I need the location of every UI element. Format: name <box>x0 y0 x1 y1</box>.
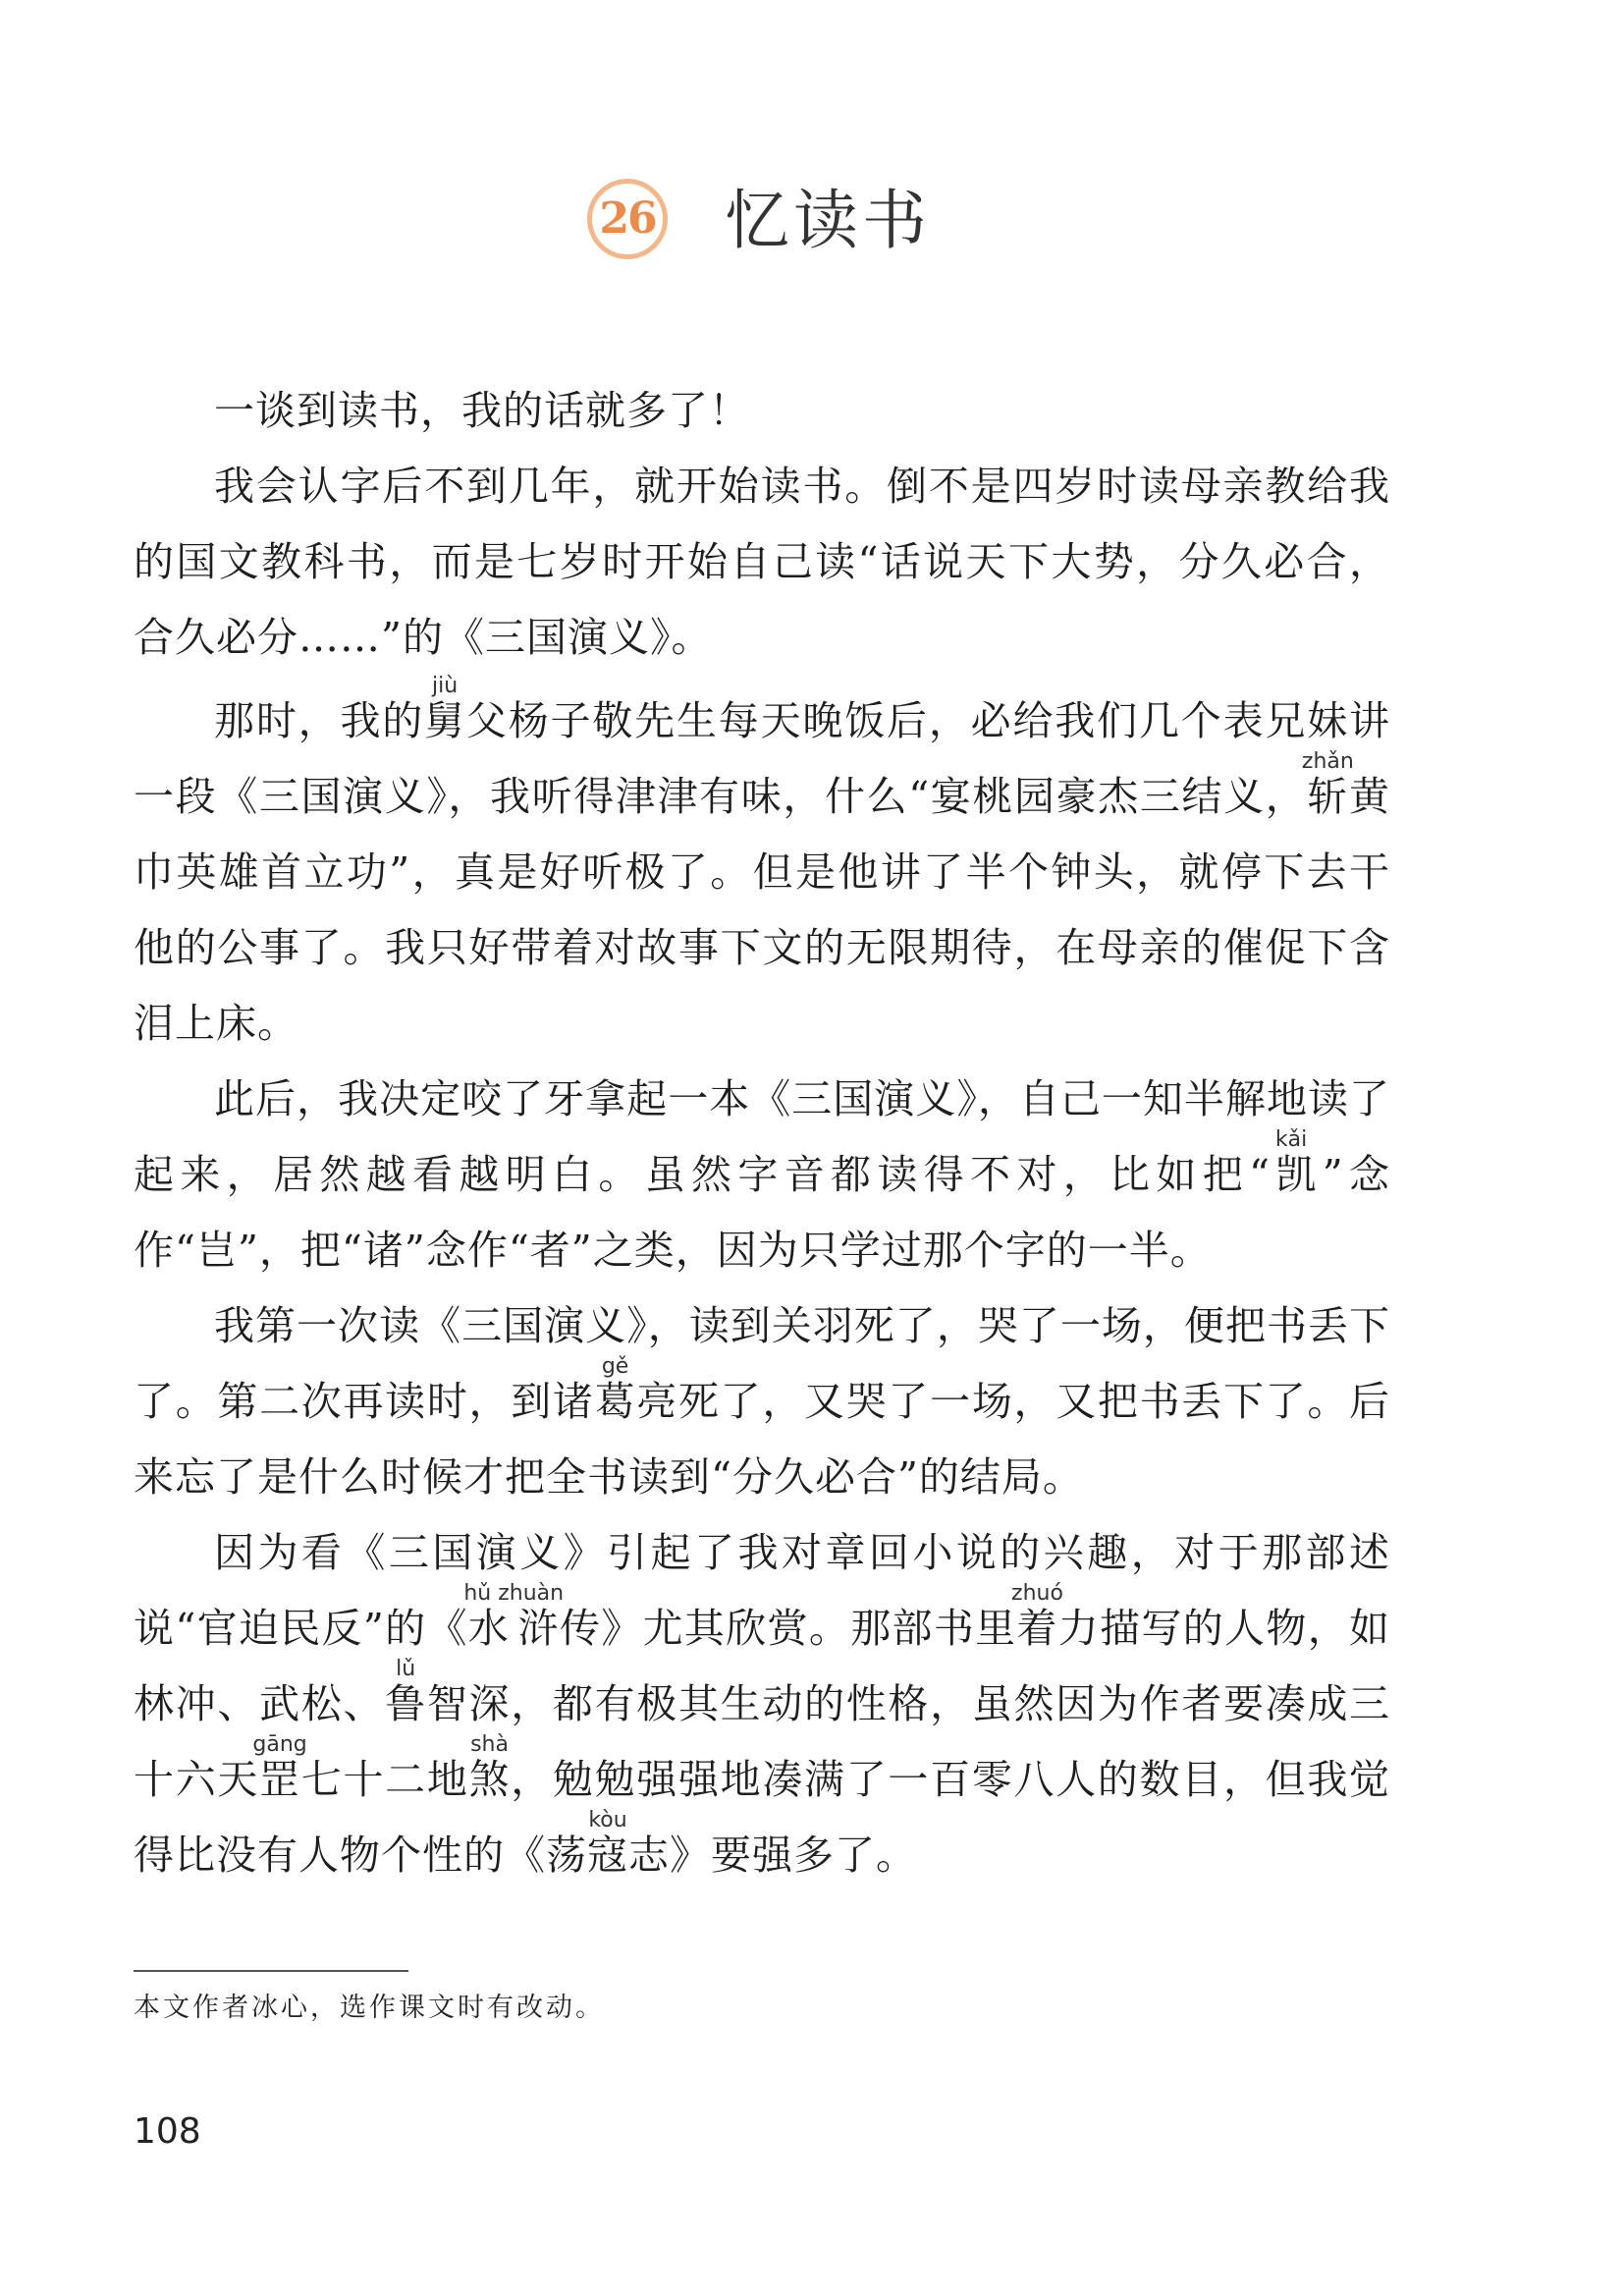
page-number: 108 <box>134 2111 201 2152</box>
text-run: 传》尤其欣赏。那部书里 <box>559 1605 1017 1652</box>
paragraph <box>134 1062 1390 1288</box>
annotated-char: 鲁 <box>385 1680 427 1727</box>
text-run: 因为看《三国演义》引起了我对章回小说的兴趣，对于那部述说“官迫民反”的《 <box>134 1529 1390 1652</box>
text-run: ，勉勉强强地凑满了一百零八人的数目，但我觉得比没有人物个性的《荡 <box>134 1756 1391 1879</box>
paragraph <box>134 1515 1390 1893</box>
pinyin-annotated-char <box>587 1808 628 1879</box>
pinyin-annotated-char <box>252 1732 307 1803</box>
lesson-number-badge: 26 <box>587 179 668 259</box>
text-run: 我第一次读《三国演义》，读到关羽死了，哭了一场，便把书丢下了。第二次再读时，到诸 <box>134 1302 1390 1425</box>
text-run: 那时，我的 <box>214 697 425 744</box>
text-run: 七十二地 <box>300 1756 469 1803</box>
annotated-char: 寇 <box>587 1831 628 1879</box>
pinyin: gāng <box>252 1732 307 1757</box>
annotated-char: 舅 <box>424 697 466 744</box>
pinyin: lǔ <box>385 1657 427 1681</box>
annotated-char: 斩 <box>1301 773 1354 820</box>
text-run: 智深，都有极其生动的性格，虽然因为作者要凑成三十六天 <box>134 1680 1391 1803</box>
pinyin-annotated-char <box>463 1581 565 1652</box>
pinyin: jiù <box>424 674 466 698</box>
annotated-char: 凯 <box>1271 1151 1323 1198</box>
pinyin: zhǎn <box>1301 749 1354 774</box>
annotated-char: 着 <box>1011 1605 1063 1652</box>
text-run: 我会认字后不到几年，就开始读书。倒不是四岁时读母亲教给我的国文教科书，而是七岁时开始自己读“话说天下大势，分久必合，合久必分……”的《三国演义》。 <box>134 463 1390 661</box>
text-run: 此后，我决定咬了牙拿起一本《三国演义》，自己一知半解地读了起来，居然越看越明白。虽然字音都读得不对，比如把“ <box>134 1075 1390 1198</box>
lesson-header <box>0 167 1623 275</box>
annotated-char: 煞 <box>468 1756 512 1803</box>
footnote: 本文作者冰心，选作课文时有改动。 <box>134 1993 605 2023</box>
text-run: 亮死了，又哭了一场，又把书丢下了。后来忘了是什么时候才把全书读到“分久必合”的结局。 <box>134 1378 1391 1501</box>
footnote-divider <box>134 1970 408 1972</box>
annotated-char: 葛 <box>594 1378 637 1425</box>
pinyin-annotated-char <box>468 1732 512 1803</box>
paragraph <box>134 1288 1390 1515</box>
text-run: 黄巾英雄首立功”，真是好听极了。但是他讲了半个钟头，就停下去干他的公事了。我只好带着对故事下文的无限期待，在母亲的催促下含泪上床。 <box>134 773 1390 1047</box>
text-run: 志》要强多了。 <box>628 1831 917 1879</box>
paragraph <box>134 449 1390 676</box>
pinyin-annotated-char <box>385 1657 427 1727</box>
pinyin-annotated-char <box>1271 1127 1323 1198</box>
annotated-char: 水浒 <box>463 1605 565 1652</box>
pinyin-annotated-char <box>1301 749 1354 820</box>
pinyin-annotated-char <box>594 1354 637 1425</box>
lesson-body <box>134 373 1390 1893</box>
lesson-title: 忆读书 <box>725 183 931 258</box>
text-run: 力描写的人物，如林冲、武松、 <box>134 1605 1391 1727</box>
pinyin: zhuó <box>1011 1581 1063 1606</box>
text-run: ”念作“岂”，把“诸”念作“者”之类，因为只学过那个字的一半。 <box>134 1151 1390 1274</box>
paragraph <box>134 676 1390 1062</box>
paragraph <box>134 373 1390 449</box>
pinyin: kǎi <box>1271 1127 1313 1152</box>
pinyin: shà <box>468 1732 511 1757</box>
text-run: 父杨子敬先生每天晚饭后，必给我们几个表兄妹讲一段《三国演义》，我听得津津有味，什么“宴桃园豪杰三结义， <box>134 697 1391 820</box>
pinyin: kòu <box>587 1808 628 1832</box>
pinyin-annotated-char <box>1011 1581 1063 1652</box>
pinyin-annotated-char <box>424 674 466 744</box>
pinyin: gě <box>594 1354 636 1379</box>
text-run: 一谈到读书，我的话就多了！ <box>214 387 750 434</box>
pinyin: hǔ zhuàn <box>463 1581 565 1606</box>
annotated-char: 罡 <box>252 1756 307 1803</box>
